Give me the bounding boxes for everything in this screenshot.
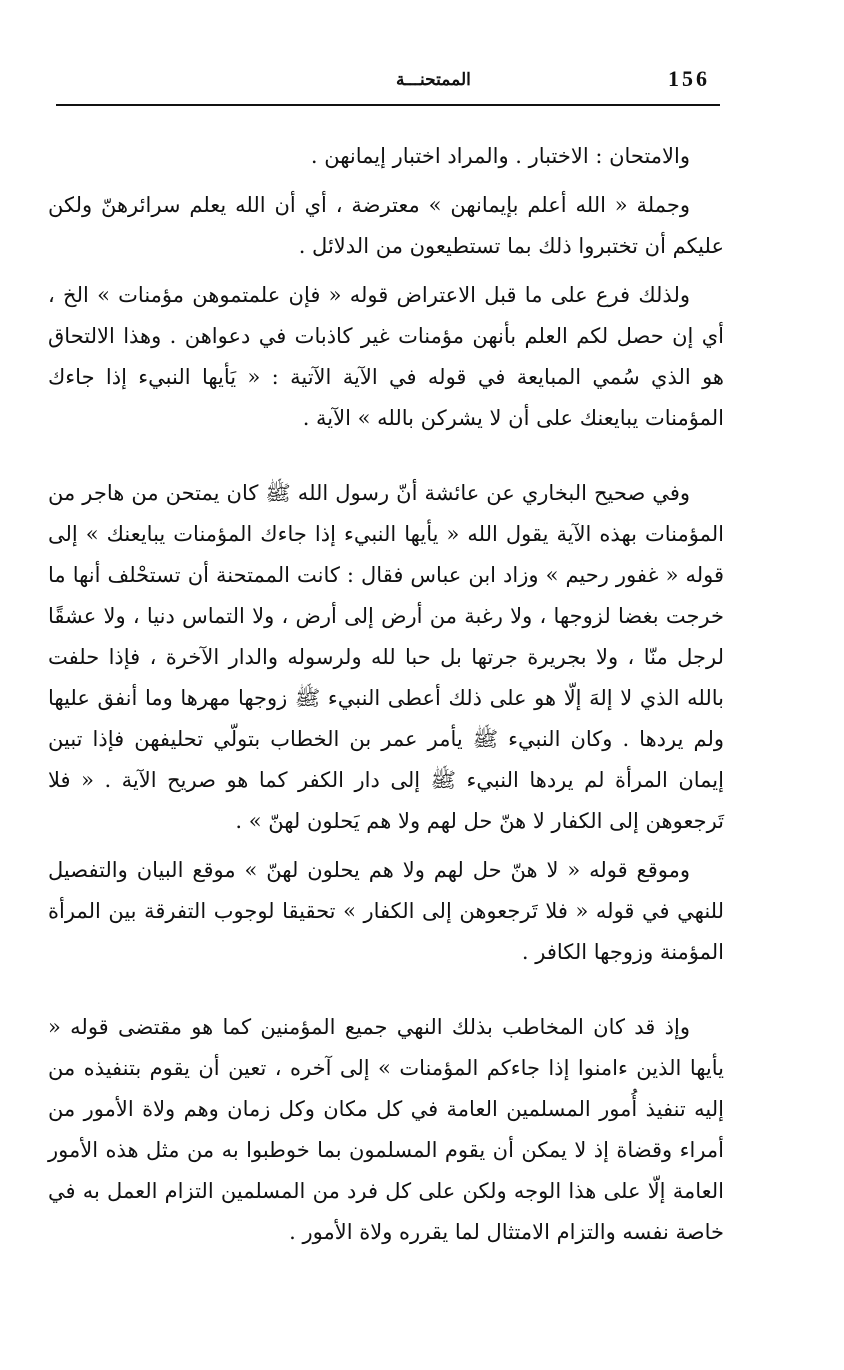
body-text: [48, 136, 724, 1253]
header-rule: [56, 104, 720, 106]
paragraph: وفي صحيح البخاري عن عائشة أنّ رسول الله ﷺ كان يمتحن من هاجر من المؤمنات بهذه الآية يقول الله « يأيها النبيء إذا جاءك المؤمنات يبايعنك » إلى قوله « غفور رحيم » وزاد ابن عباس فقال : كانت الممتحنة أن تستحْلف أنها ما خرجت بغضا لزوجها ، ولا رغبة من أرض إلى أرض ، ولا التماس دنيا ، ولا عشقًا لرجل منّا ، ولا بجريرة جرتها بل حبا لله ولرسوله والدار الآخرة ، فإذا حلفت بالله الذي لا إلهَ إلّا هو على ذلك أعطى النبيء ﷺ زوجها مهرها وما أنفق عليها ولم يردها . وكان النبيء ﷺ يأمر عمر بن الخطاب بتولّي تحليفهن فإذا تبين إيمان المرأة لم يردها النبيء ﷺ إلى دار الكفر كما هو صريح الآية . « فلا تَرجعوهن إلى الكفار لا هنّ حل لهم ولا هم يَحلون لهنّ » .: [48, 481, 724, 833]
running-title: الممتحنـــة: [396, 70, 471, 90]
page-number: 156: [668, 66, 710, 91]
paragraph: والامتحان : الاختبار . والمراد اختبار إيمانهن .: [310, 144, 690, 168]
page-header: [56, 62, 720, 102]
paragraph: وإذ قد كان المخاطب بذلك النهي جميع المؤمنين كما هو مقتضى قوله « يأيها الذين ءامنوا إذا جاءكم المؤمنات » إلى آخره ، تعين أن يقوم بتنفيذه من إليه تنفيذ أُمور المسلمين العامة في كل مكان وكل زمان وهم ولاة الأمور من أمراء وقضاة إذ لا يمكن أن يقوم المسلمون بما خوطبوا به من مثل هذه الأمور العامة إلّا على هذا الوجه ولكن على كل فرد من المسلمين التزام العمل به في خاصة نفسه والتزام الامتثال لما يقرره ولاة الأمور .: [48, 1015, 724, 1244]
paragraph: وجملة « الله أعلم بإيمانهن » معترضة ، أي أن الله يعلم سرائرهنّ ولكن عليكم أن تختبروا ذلك بما تستطيعون من الدلائل .: [48, 193, 724, 258]
paragraph: وموقع قوله « لا هنّ حل لهم ولا هم يحلون لهنّ » موقع البيان والتفصيل للنهي في قوله « فلا تَرجعوهن إلى الكفار » تحقيقا لوجوب التفرقة بين المرأة المؤمنة وزوجها الكافر .: [48, 858, 724, 964]
paragraph: ولذلك فرع على ما قبل الاعتراض قوله « فإن علمتموهن مؤمنات » الخ ، أي إن حصل لكم العلم بأنهن مؤمنات غير كاذبات في دعواهن . وهذا الالتحاق هو الذي سُمي المبايعة في قوله في الآية الآتية : « يَأيها النبيء إذا جاءك المؤمنات يبايعنك على أن لا يشركن بالله » الآية .: [48, 283, 724, 430]
